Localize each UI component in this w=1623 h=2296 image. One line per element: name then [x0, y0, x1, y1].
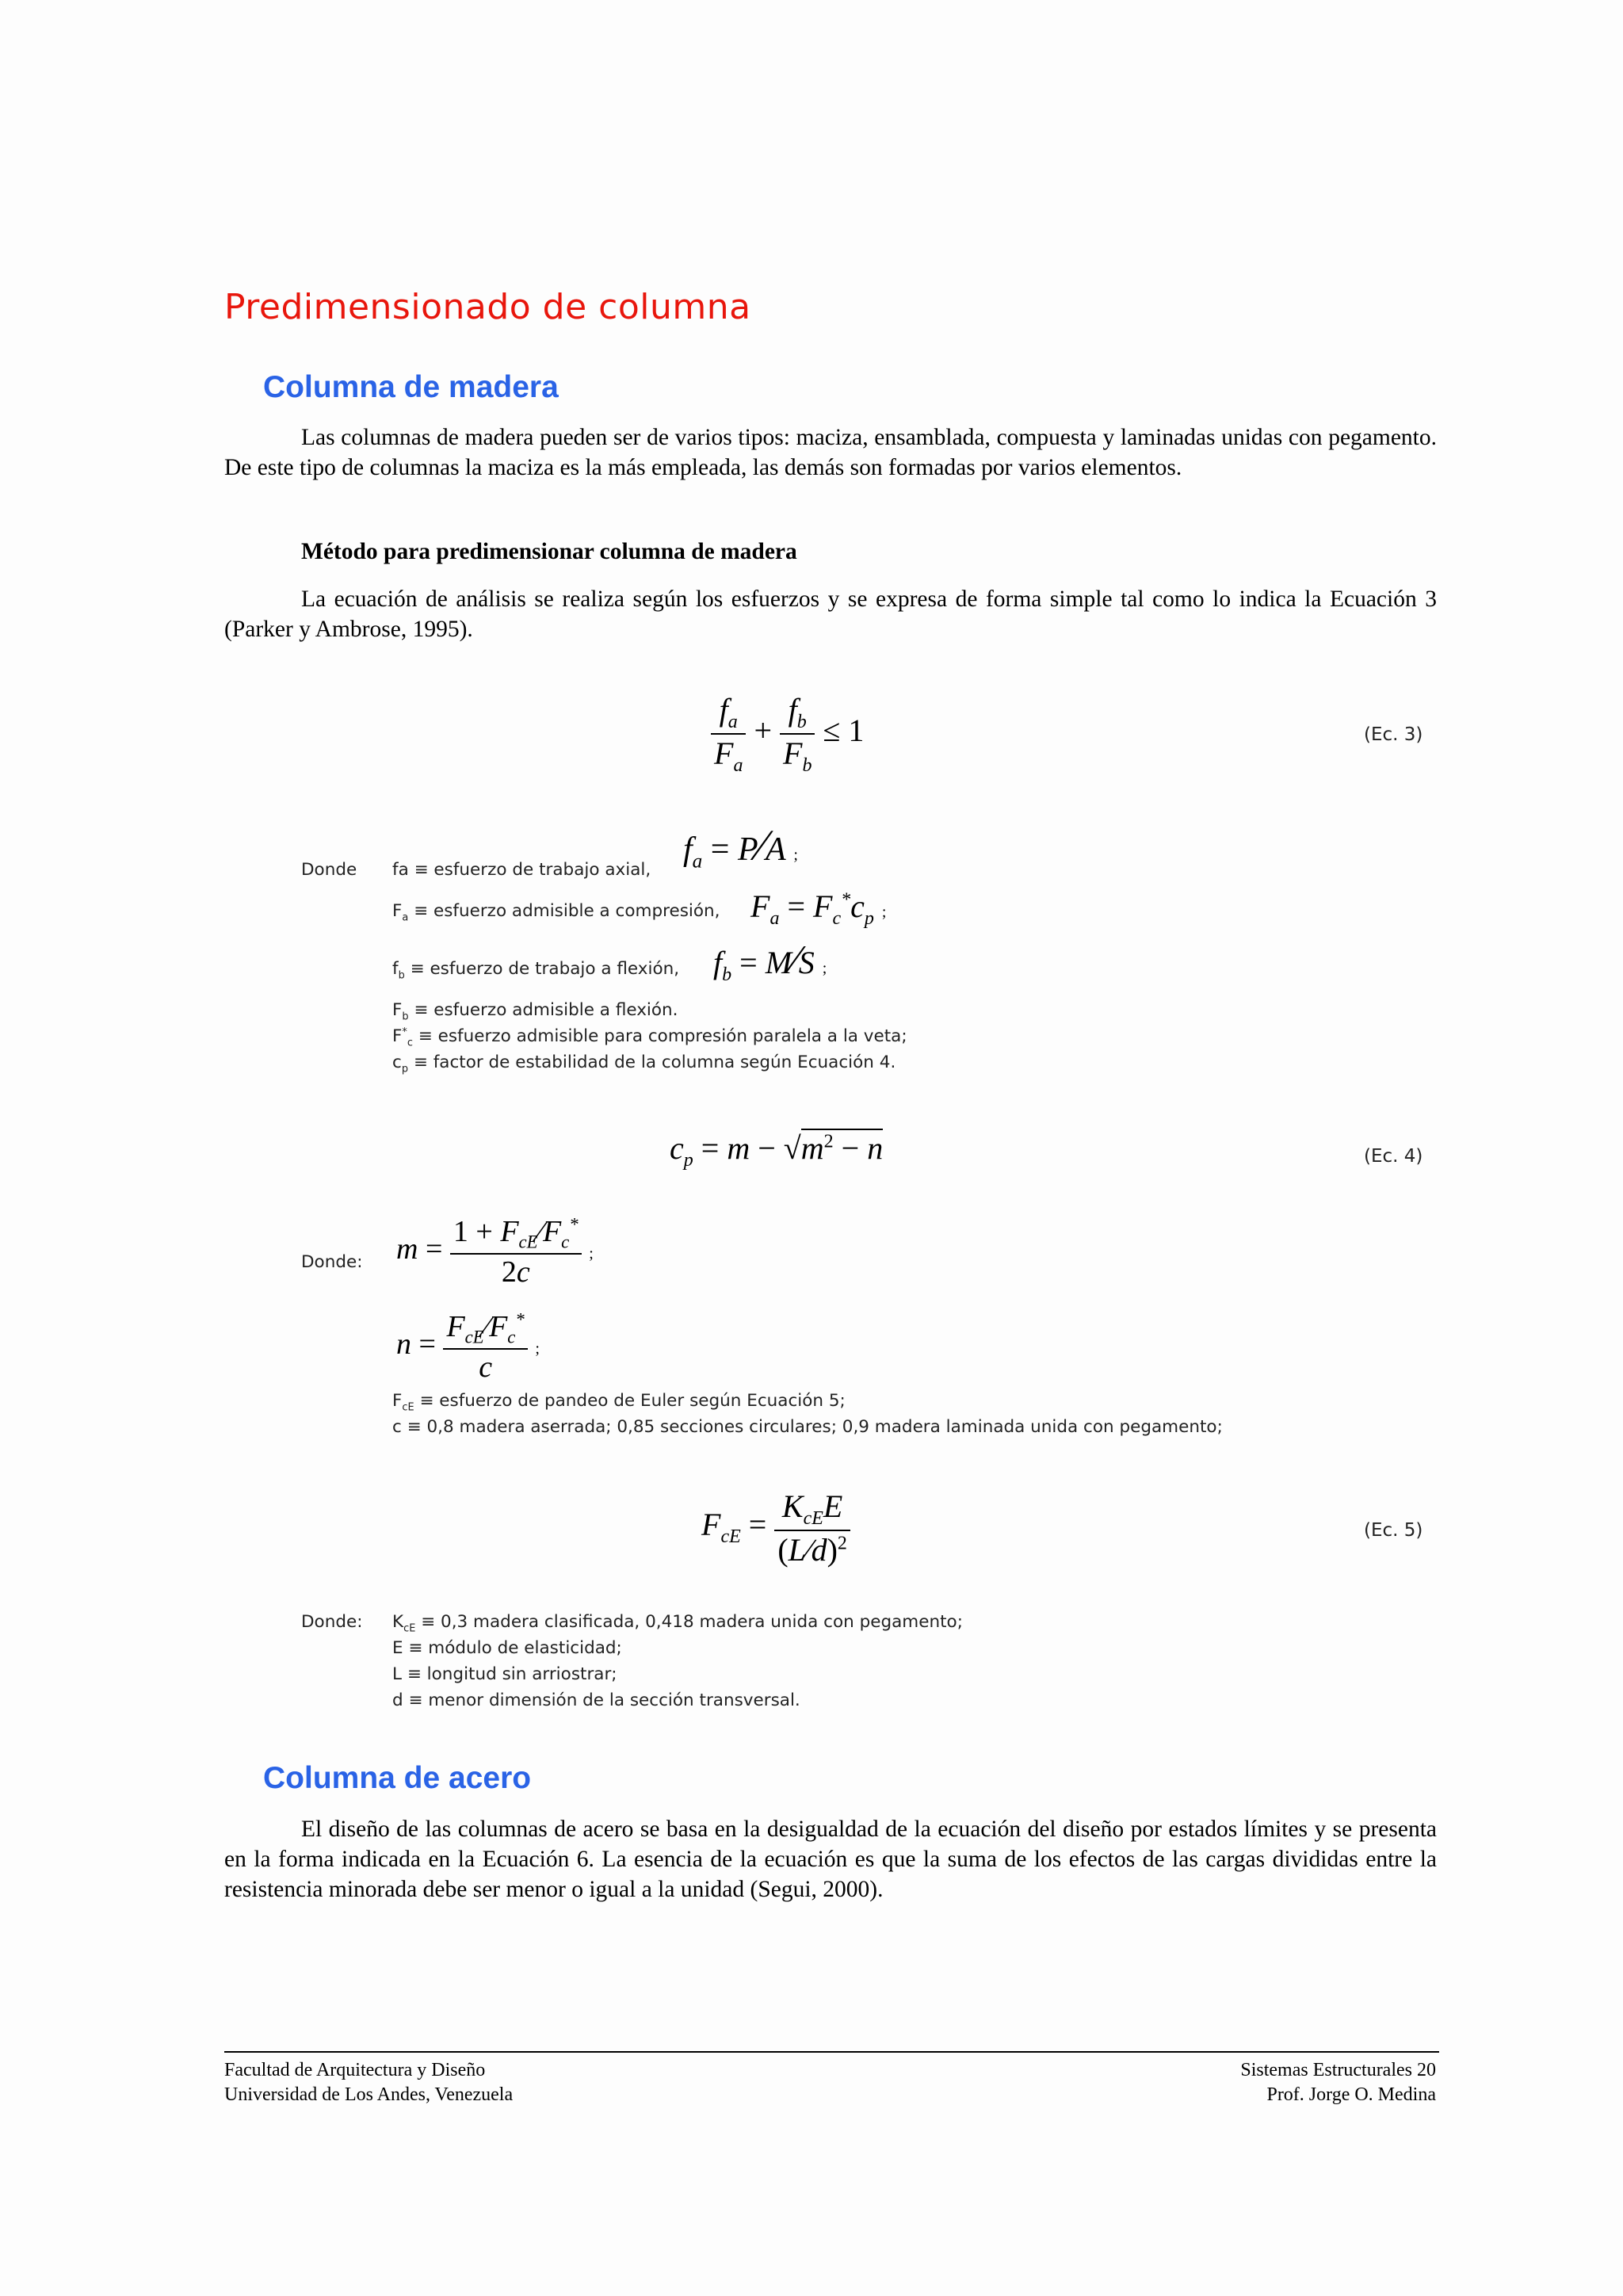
paragraph-analysis: La ecuación de análisis se realiza según los esfuerzos y se expresa de forma simple tal como lo indica la Ecuación 3 (Parker y Ambrose, 1995).: [224, 586, 1437, 642]
def-fb: $f_b$ ≡ esfuerzo de trabajo a flexión,: [392, 959, 680, 982]
def-E: E ≡ módulo de elasticidad;: [392, 1638, 622, 1658]
paragraph-steel: El diseño de las columnas de acero se basa en la desigualdad de la ecuación del diseño por estados límites y se presenta en la forma indicada en la Ecuación 6. La esencia de la ecuación es que la suma de los efectos de las cargas divididas entre la resistencia minorada debe ser menor o igual a la unidad (Segui, 2000).: [224, 1817, 1437, 1902]
def-Fa: $F_a$ ≡ esfuerzo admisible a compresión,: [392, 901, 720, 924]
donde-label-3: Donde:: [301, 1612, 363, 1632]
page-title: Predimensionado de columna: [224, 287, 751, 327]
formula-fb: $f_b$ = M∕S ;: [713, 938, 827, 985]
equation-3: $\frac{f_a}{F_a}$ + $\frac{f_b}{F_b}$ ≤ 1: [711, 691, 864, 777]
def-FcE: $F_{cE}$ ≡ esfuerzo de pandeo de Euler según Ecuación 5;: [392, 1391, 846, 1414]
def-L: L ≡ longitud sin arriostrar;: [392, 1664, 617, 1684]
equation-5-label: (Ec. 5): [1364, 1520, 1423, 1541]
def-d: d ≡ menor dimensión de la sección transversal.: [392, 1690, 800, 1710]
footer-rule: [224, 2051, 1439, 2053]
method-subheading: Método para predimensionar columna de madera: [301, 539, 797, 564]
footer-left: [224, 2058, 513, 2107]
donde-label: Donde: [301, 860, 357, 880]
def-cp: $c_p$ ≡ factor de estabilidad de la columna según Ecuación 4.: [392, 1052, 896, 1075]
def-Fb: $F_b$ ≡ esfuerzo admisible a flexión.: [392, 1000, 678, 1023]
formula-n: n = $\frac{F_{cE}∕F_c^*}{c}$ ;: [396, 1309, 540, 1384]
def-Fc: $F^*_c$ ≡ esfuerzo admisible para compresión paralela a la veta;: [392, 1026, 907, 1049]
def-fa: fa ≡ esfuerzo de trabajo axial,: [392, 860, 651, 880]
section-heading-wood: Columna de madera: [263, 370, 559, 404]
section-heading-steel: Columna de acero: [263, 1761, 532, 1795]
footer-faculty: Facultad de Arquitectura y Diseño: [224, 2060, 486, 2080]
formula-fa: $f_a$ = P∕A ;: [683, 821, 798, 873]
equation-3-label: (Ec. 3): [1364, 724, 1423, 745]
paragraph-wood-types: Las columnas de madera pueden ser de varios tipos: maciza, ensamblada, compuesta y laminadas unidas con pegamento. De este tipo de columnas la maciza es la más empleada, las demás son formadas por varios elementos.: [224, 425, 1437, 480]
equation-4: $c_p = m - √m^2 - n$: [670, 1130, 884, 1171]
equation-4-label: (Ec. 4): [1364, 1146, 1423, 1167]
formula-Fa: $F_a = F_c^*c_p$ ;: [750, 888, 887, 929]
footer-right: [1240, 2058, 1436, 2107]
equation-5: $F_{cE}$ = $\frac{K_{cE}E}{(L∕d)^2}$: [701, 1488, 850, 1568]
footer-professor: Prof. Jorge O. Medina: [1266, 2084, 1436, 2105]
donde-label-2: Donde:: [301, 1252, 363, 1272]
def-KcE: $K_{cE} \equiv 0,3$ madera clasificada, 0,418 madera unida con pegamento;: [392, 1612, 963, 1635]
footer-university: Universidad de Los Andes, Venezuela: [224, 2084, 514, 2105]
def-c: c ≡ 0,8 madera aserrada; 0,85 secciones circulares; 0,9 madera laminada unida con pegamento;: [392, 1417, 1223, 1437]
formula-m: m = $\frac{1 + F_{cE}∕F_c^*}{2c}$ ;: [396, 1214, 594, 1289]
footer-course: Sistemas Estructurales 20: [1240, 2060, 1436, 2080]
